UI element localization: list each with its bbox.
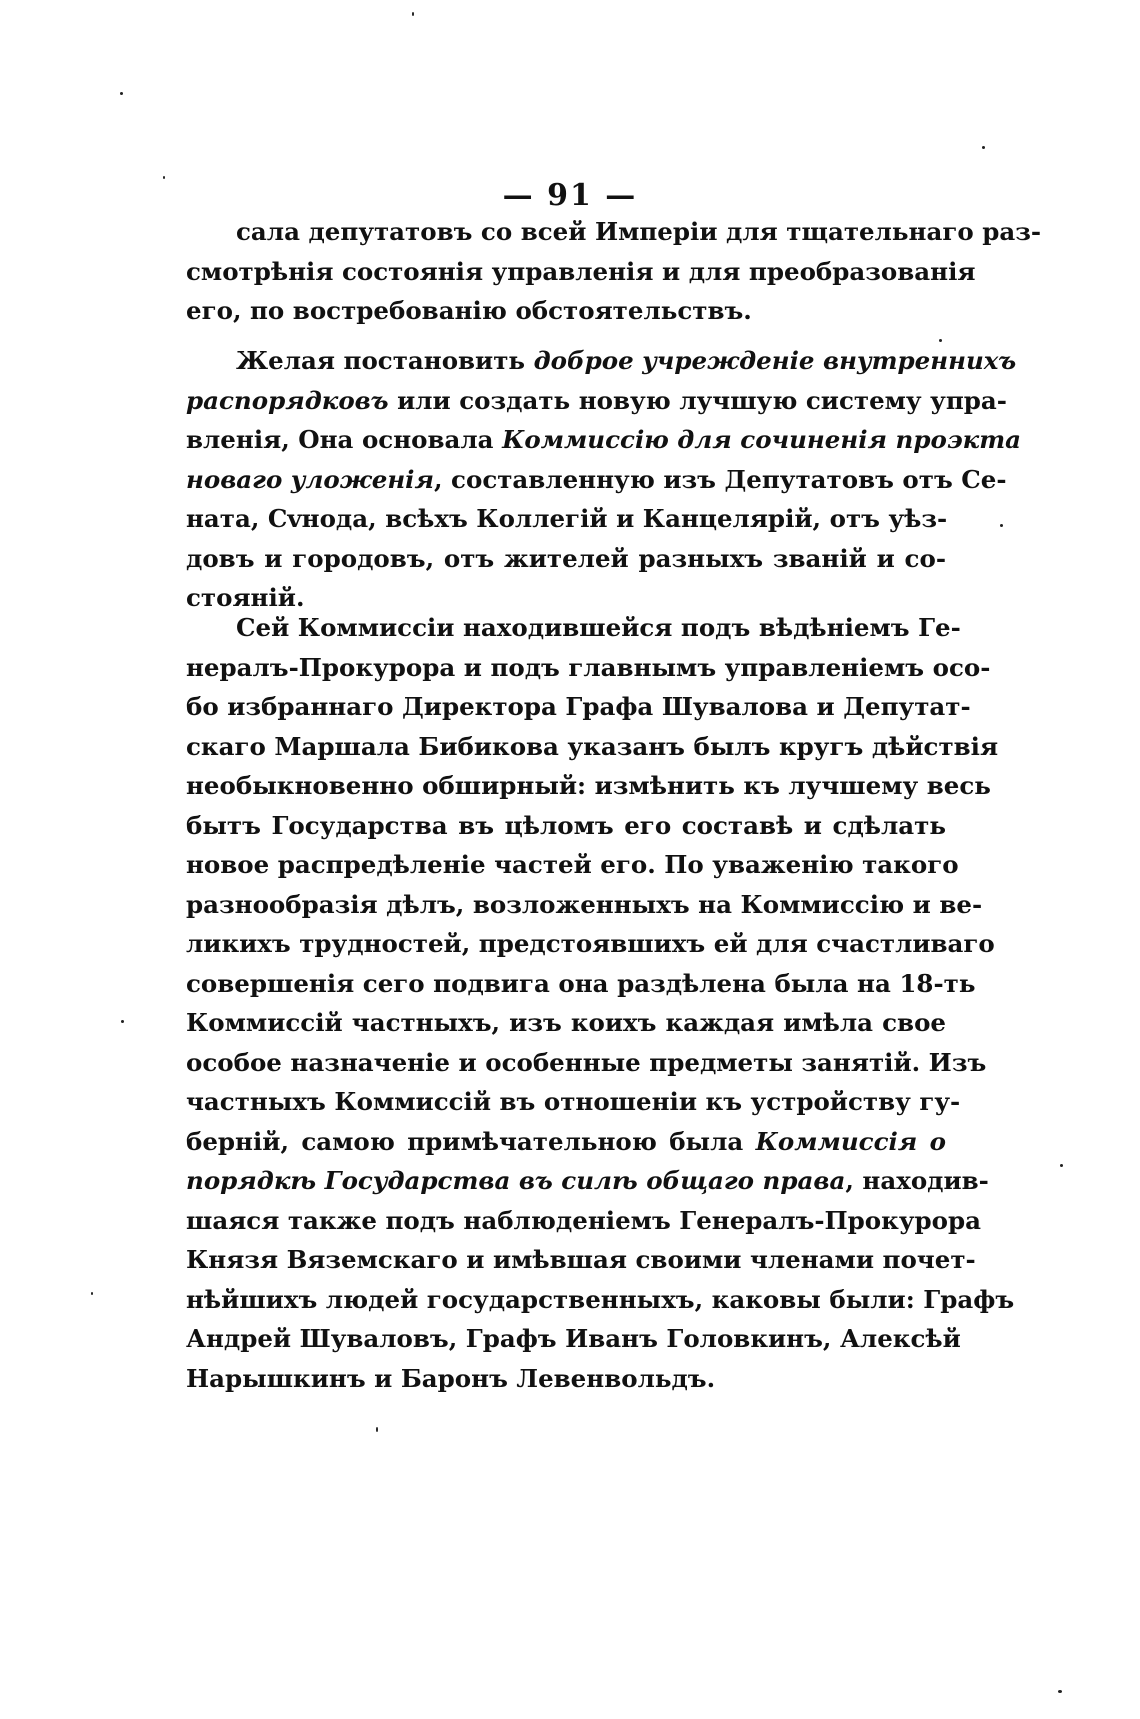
paragraph-3 — [186, 608, 1015, 1398]
text-run: новое распредѣленіе частей его. По уваженію такого — [186, 850, 959, 879]
text-run: бо избраннаго Директора Графа Шувалова и Депутат- — [186, 692, 971, 721]
text-run: Желая постановить — [236, 346, 534, 375]
text-line — [186, 420, 1022, 460]
italic-text: Коммиссія о — [755, 1126, 946, 1156]
text-line — [186, 1003, 946, 1043]
text-run: необыкновенно обширный: измѣнить къ лучшему весь — [186, 771, 991, 800]
text-line — [186, 381, 1007, 421]
scan-speck — [939, 339, 942, 342]
italic-text: новаго уложенія — [186, 464, 434, 494]
text-line — [186, 212, 1042, 252]
text-line — [186, 1240, 976, 1280]
text-run: его, по востребованію обстоятельствъ. — [186, 296, 752, 325]
text-run: берній, самою примѣчательною была — [186, 1126, 756, 1156]
text-run: или создать новую лучшую систему упра- — [388, 385, 1007, 415]
scan-speck — [1000, 524, 1003, 527]
text-line — [186, 539, 946, 579]
text-line — [186, 964, 976, 1004]
text-line — [186, 924, 995, 964]
scan-speck — [376, 1427, 378, 1432]
text-line — [186, 766, 991, 806]
text-run: , составленную изъ Депутатовъ отъ Се- — [434, 464, 1007, 494]
text-line — [186, 1082, 961, 1122]
text-line — [186, 291, 946, 331]
text-run: Сей Коммиссіи находившейся подъ вѣдѣніемъ Ге- — [236, 613, 961, 642]
text-line — [186, 1359, 946, 1399]
text-line — [186, 608, 961, 648]
text-run: Князя Вяземскаго и имѣвшая своими членами почет- — [186, 1245, 976, 1274]
text-run: частныхъ Коммиссій въ отношеніи къ устройству гу- — [186, 1087, 961, 1116]
text-run: нералъ-Прокурора и подъ главнымъ управленіемъ осо- — [186, 652, 991, 682]
text-line — [186, 252, 976, 292]
text-run: шаяся также подъ наблюденіемъ Генералъ-Прокурора — [186, 1205, 982, 1235]
text-line — [186, 460, 1007, 500]
text-run: скаго Маршала Бибикова указанъ былъ кругъ дѣйствія — [186, 731, 999, 761]
page-number: — 91 — — [502, 178, 638, 213]
text-run: сала депутатовъ со всей Имперіи для тщательнаго раз- — [236, 217, 1042, 246]
text-line — [186, 885, 983, 925]
italic-text: Коммиссію для сочиненія проэкта — [502, 425, 1022, 454]
italic-text: порядкѣ Государства въ силѣ общаго права — [186, 1166, 846, 1195]
italic-text: распорядковъ — [186, 385, 389, 415]
text-run: Нарышкинъ и Баронъ Левенвольдъ. — [186, 1363, 716, 1393]
text-run: , находив- — [845, 1166, 989, 1195]
text-line — [186, 1122, 946, 1162]
scan-speck — [1058, 1690, 1062, 1693]
text-run: Андрей Шуваловъ, Графъ Иванъ Головкинъ, Алексѣй — [186, 1324, 961, 1353]
text-run: совершенія сего подвига она раздѣлена была на 18-ть — [186, 968, 976, 998]
text-line — [186, 1319, 961, 1359]
scan-speck — [121, 1020, 124, 1023]
text-run: Коммиссій частныхъ, изъ коихъ каждая имѣла свое — [186, 1008, 946, 1037]
scan-speck — [120, 92, 123, 95]
scan-speck — [91, 1292, 93, 1295]
text-line — [186, 1043, 987, 1083]
text-run: вленія, Она основала — [186, 425, 503, 454]
text-line — [186, 1280, 1015, 1320]
text-run: бытъ Государства въ цѣломъ его составѣ и сдѣлать — [186, 810, 946, 840]
scan-speck — [982, 146, 985, 149]
text-run: разнообразія дѣлъ, возложенныхъ на Коммиссію и ве- — [186, 889, 983, 919]
text-line — [186, 1161, 989, 1201]
scan-speck — [412, 12, 414, 16]
text-run: смотрѣнія состоянія управленія и для преобразованія — [186, 256, 976, 286]
text-run: ната, Сvнода, всѣхъ Коллегій и Канцелярій, отъ уѣз- — [186, 504, 948, 533]
text-line — [186, 499, 946, 539]
text-line — [186, 727, 999, 767]
text-line — [186, 687, 971, 727]
text-run: довъ и городовъ, отъ жителей разныхъ званій и со- — [186, 543, 946, 573]
scan-speck — [1060, 1164, 1063, 1167]
text-run: ликихъ трудностей, предстоявшихъ ей для счастливаго — [186, 929, 995, 958]
text-run: нѣйшихъ людей государственныхъ, каковы были: Графъ — [186, 1284, 1015, 1314]
scan-speck — [163, 176, 165, 179]
text-line — [186, 341, 1017, 381]
text-run: особое назначеніе и особенные предметы занятій. Изъ — [186, 1047, 987, 1077]
text-run: стояній. — [186, 583, 305, 612]
paragraph-1 — [186, 212, 1042, 331]
text-line — [186, 845, 959, 885]
text-line — [186, 806, 946, 846]
italic-text: доброе учрежденіе внутреннихъ — [533, 346, 1017, 375]
text-line — [186, 648, 991, 688]
paragraph-2 — [186, 341, 1022, 618]
text-line — [186, 1201, 982, 1241]
